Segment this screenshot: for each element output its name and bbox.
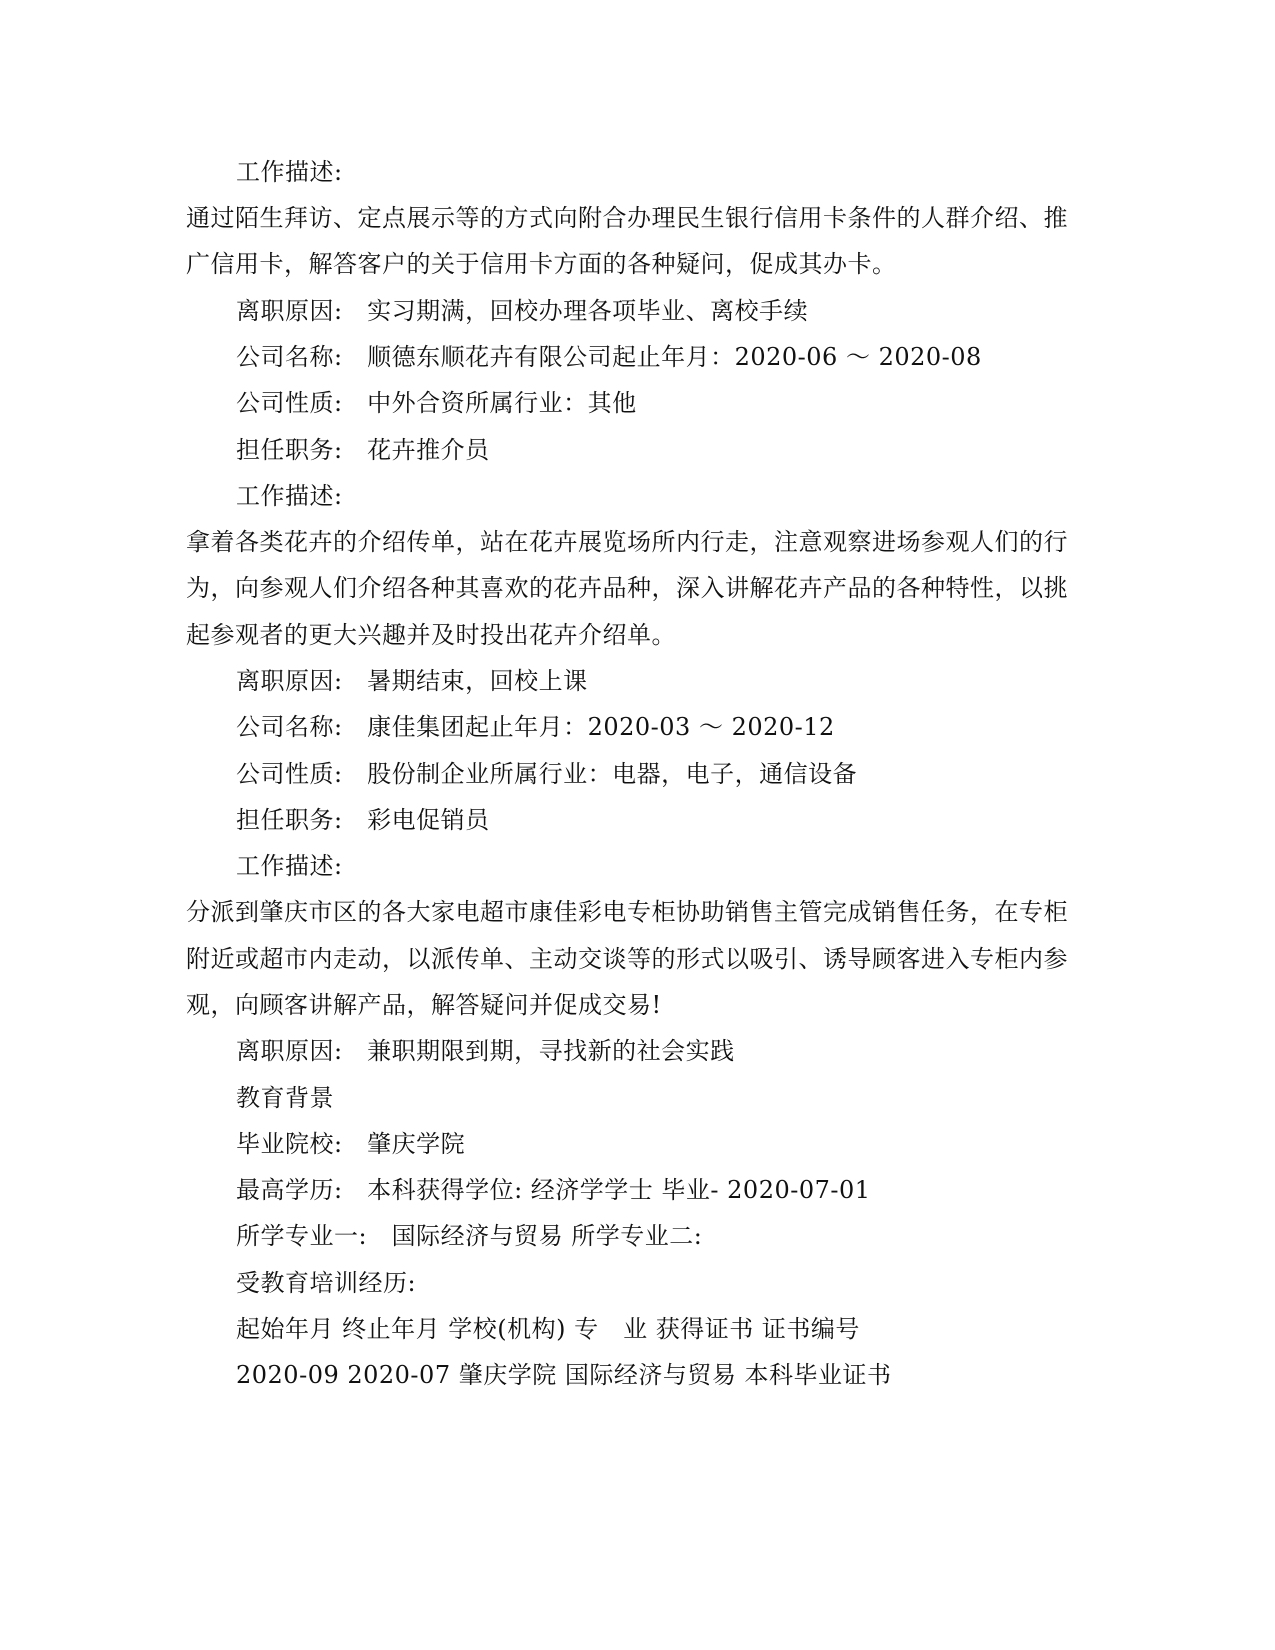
work-description-label-1: 工作描述: [236,158,343,186]
highest-degree: 最高学历: 本科获得学位: 经济学学士 毕业- 2020-07-01 [236,1176,871,1204]
job-position-3: 担任职务: 彩电促销员 [236,806,490,834]
work-description-label-2: 工作描述: [236,482,343,510]
work-description-text-1b: 广信用卡，解答客户的关于信用卡方面的各种疑问，促成其办卡。 [186,250,897,278]
company-name-3: 公司名称: 康佳集团起止年月：2020-03 ～ 2020-12 [236,713,835,741]
work-description-text-3c: 观，向顾客讲解产品，解答疑问并促成交易! [186,991,662,1019]
work-description-text-2c: 起参观者的更大兴趣并及时投出花卉介绍单。 [186,621,676,649]
job-position-2: 担任职务: 花卉推介员 [236,436,490,464]
education-table-header: 起始年月 终止年月 学校(机构) 专 业 获得证书 证书编号 [236,1315,860,1343]
work-description-text-3b: 附近或超市内走动，以派传单、主动交谈等的形式以吸引、诱导顾客进入专柜内参 [186,945,1068,973]
work-description-label-3: 工作描述: [236,852,343,880]
education-table-row: 2020-09 2020-07 肇庆学院 国际经济与贸易 本科毕业证书 [236,1361,892,1389]
leave-reason-1: 离职原因: 实习期满，回校办理各项毕业、离校手续 [236,297,809,325]
graduation-school: 毕业院校: 肇庆学院 [236,1130,466,1158]
work-description-text-3a: 分派到肇庆市区的各大家电超市康佳彩电专柜协助销售主管完成销售任务，在专柜 [186,898,1068,926]
major-line: 所学专业一: 国际经济与贸易 所学专业二: [236,1222,703,1250]
work-description-text-1a: 通过陌生拜访、定点展示等的方式向附合办理民生银行信用卡条件的人群介绍、推 [186,204,1068,232]
company-type-2: 公司性质: 中外合资所属行业：其他 [236,389,637,417]
leave-reason-3: 离职原因: 兼职期限到期，寻找新的社会实践 [236,1037,735,1065]
company-type-3: 公司性质: 股份制企业所属行业：电器，电子，通信设备 [236,760,858,788]
company-name-2: 公司名称: 顺德东顺花卉有限公司起止年月：2020-06 ～ 2020-08 [236,343,982,371]
work-description-text-2b: 为，向参观人们介绍各种其喜欢的花卉品种，深入讲解花卉产品的各种特性，以挑 [186,574,1068,602]
training-history-label: 受教育培训经历: [236,1269,417,1297]
leave-reason-2: 离职原因: 暑期结束，回校上课 [236,667,588,695]
work-description-text-2a: 拿着各类花卉的介绍传单，站在花卉展览场所内行走，注意观察进场参观人们的行 [186,528,1068,556]
education-heading: 教育背景 [236,1084,334,1112]
